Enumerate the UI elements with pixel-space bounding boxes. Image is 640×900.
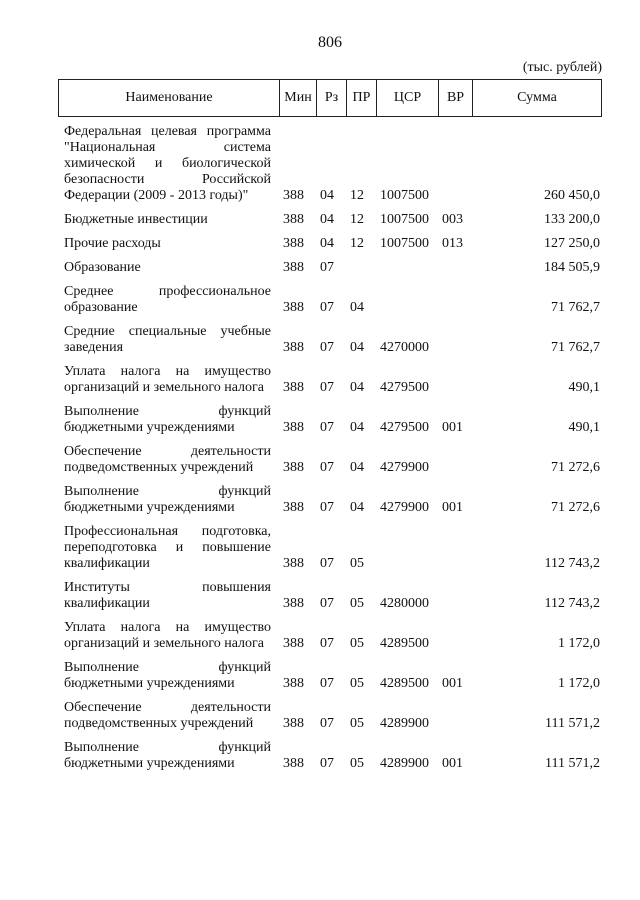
row-csr: 4289900 [380, 756, 429, 771]
row-pr: 05 [350, 756, 364, 771]
row-min: 388 [283, 260, 304, 275]
row-pr: 05 [350, 596, 364, 611]
row-vr: 001 [442, 500, 463, 515]
row-sum: 111 571,2 [545, 716, 600, 731]
row-name: Выполнение функций бюджетными учреждениями [64, 484, 271, 515]
units-note: (тыс. рублей) [522, 60, 602, 75]
row-csr: 4289500 [380, 636, 429, 651]
row-sum: 127 250,0 [544, 236, 600, 251]
row-name: Выполнение функций бюджетными учреждениями [64, 660, 271, 691]
row-csr: 4279900 [380, 460, 429, 475]
row-name: Средние специальные учебные заведения [64, 324, 271, 355]
row-pr: 04 [350, 420, 364, 435]
row-rz: 04 [320, 212, 334, 227]
row-min: 388 [283, 188, 304, 203]
row-rz: 07 [320, 340, 334, 355]
table-row [58, 740, 602, 772]
row-name: Институты повышения квалификации [64, 580, 271, 611]
row-name: Уплата налога на имущество организаций и земельного налога [64, 620, 271, 651]
row-pr: 05 [350, 676, 364, 691]
row-rz: 07 [320, 676, 334, 691]
row-rz: 07 [320, 460, 334, 475]
column-header-min: Мин [280, 80, 317, 116]
row-name: Обеспечение деятельности подведомственных учреждений [64, 444, 271, 475]
row-rz: 07 [320, 380, 334, 395]
row-name: Профессиональная подготовка, переподготовка и повышение квалификации [64, 524, 271, 571]
row-min: 388 [283, 380, 304, 395]
row-name: Прочие расходы [64, 236, 161, 251]
row-sum: 260 450,0 [544, 188, 600, 203]
row-vr: 013 [442, 236, 463, 251]
row-name: Обеспечение деятельности подведомственных учреждений [64, 700, 271, 731]
row-name: Федеральная целевая программа "Национальная система химической и биологической безопасности Российской Федерации (2009 - 2013 годы)" [64, 124, 271, 203]
row-min: 388 [283, 636, 304, 651]
row-sum: 112 743,2 [544, 596, 600, 611]
row-csr: 4279500 [380, 380, 429, 395]
row-name: Бюджетные инвестиции [64, 212, 208, 227]
row-sum: 490,1 [568, 380, 600, 395]
table-row [58, 364, 602, 396]
row-vr: 003 [442, 212, 463, 227]
row-name: Выполнение функций бюджетными учреждениями [64, 404, 271, 435]
row-min: 388 [283, 500, 304, 515]
table-row [58, 620, 602, 652]
row-min: 388 [283, 460, 304, 475]
row-rz: 07 [320, 420, 334, 435]
row-min: 388 [283, 420, 304, 435]
row-name: Выполнение функций бюджетными учреждениями [64, 740, 271, 771]
row-sum: 490,1 [568, 420, 600, 435]
row-rz: 07 [320, 756, 334, 771]
row-csr: 4270000 [380, 340, 429, 355]
row-min: 388 [283, 716, 304, 731]
row-min: 388 [283, 300, 304, 315]
table-row [58, 404, 602, 436]
row-pr: 12 [350, 236, 364, 251]
row-sum: 1 172,0 [558, 676, 600, 691]
row-sum: 71 762,7 [551, 300, 600, 315]
row-name: Среднее профессиональное образование [64, 284, 271, 315]
column-header-rz: Рз [317, 80, 347, 116]
table-row [58, 700, 602, 732]
row-min: 388 [283, 756, 304, 771]
row-csr: 1007500 [380, 236, 429, 251]
column-header-vr: ВР [439, 80, 473, 116]
table-row [58, 660, 602, 692]
table-body [58, 124, 602, 780]
row-min: 388 [283, 676, 304, 691]
row-vr: 001 [442, 756, 463, 771]
column-header-sum: Сумма [517, 90, 557, 105]
row-min: 388 [283, 556, 304, 571]
row-rz: 07 [320, 500, 334, 515]
table-row [58, 124, 602, 204]
row-vr: 001 [442, 420, 463, 435]
row-rz: 04 [320, 188, 334, 203]
row-sum: 71 272,6 [551, 460, 600, 475]
row-csr: 1007500 [380, 188, 429, 203]
row-rz: 04 [320, 236, 334, 251]
column-header-pr: ПР [347, 80, 377, 116]
row-min: 388 [283, 236, 304, 251]
row-name: Образование [64, 260, 141, 275]
column-header-csr: ЦСР [377, 80, 439, 116]
row-csr: 4289900 [380, 716, 429, 731]
row-pr: 05 [350, 716, 364, 731]
row-pr: 04 [350, 380, 364, 395]
page-number: 806 [318, 34, 342, 51]
row-rz: 07 [320, 636, 334, 651]
row-pr: 12 [350, 188, 364, 203]
row-min: 388 [283, 340, 304, 355]
row-rz: 07 [320, 556, 334, 571]
table-row [58, 212, 602, 228]
row-sum: 133 200,0 [544, 212, 600, 227]
table-row [58, 580, 602, 612]
row-csr: 4289500 [380, 676, 429, 691]
row-pr: 04 [350, 500, 364, 515]
row-pr: 04 [350, 460, 364, 475]
table-header [58, 79, 602, 117]
row-pr: 05 [350, 556, 364, 571]
row-pr: 05 [350, 636, 364, 651]
row-sum: 184 505,9 [544, 260, 600, 275]
table-row [58, 260, 602, 276]
table-row [58, 484, 602, 516]
table-row [58, 444, 602, 476]
row-vr: 001 [442, 676, 463, 691]
row-name: Уплата налога на имущество организаций и земельного налога [64, 364, 271, 395]
row-csr: 4280000 [380, 596, 429, 611]
row-csr: 4279500 [380, 420, 429, 435]
table-row [58, 524, 602, 572]
row-min: 388 [283, 596, 304, 611]
table-row [58, 236, 602, 252]
row-sum: 71 762,7 [551, 340, 600, 355]
column-header-name: Наименование [59, 80, 280, 116]
row-rz: 07 [320, 300, 334, 315]
row-pr: 04 [350, 300, 364, 315]
row-sum: 71 272,6 [551, 500, 600, 515]
row-sum: 112 743,2 [544, 556, 600, 571]
table-row [58, 284, 602, 316]
row-pr: 12 [350, 212, 364, 227]
row-min: 388 [283, 212, 304, 227]
table-row [58, 324, 602, 356]
row-rz: 07 [320, 260, 334, 275]
row-csr: 1007500 [380, 212, 429, 227]
row-pr: 04 [350, 340, 364, 355]
row-sum: 111 571,2 [545, 756, 600, 771]
row-rz: 07 [320, 596, 334, 611]
row-sum: 1 172,0 [558, 636, 600, 651]
row-rz: 07 [320, 716, 334, 731]
row-csr: 4279900 [380, 500, 429, 515]
